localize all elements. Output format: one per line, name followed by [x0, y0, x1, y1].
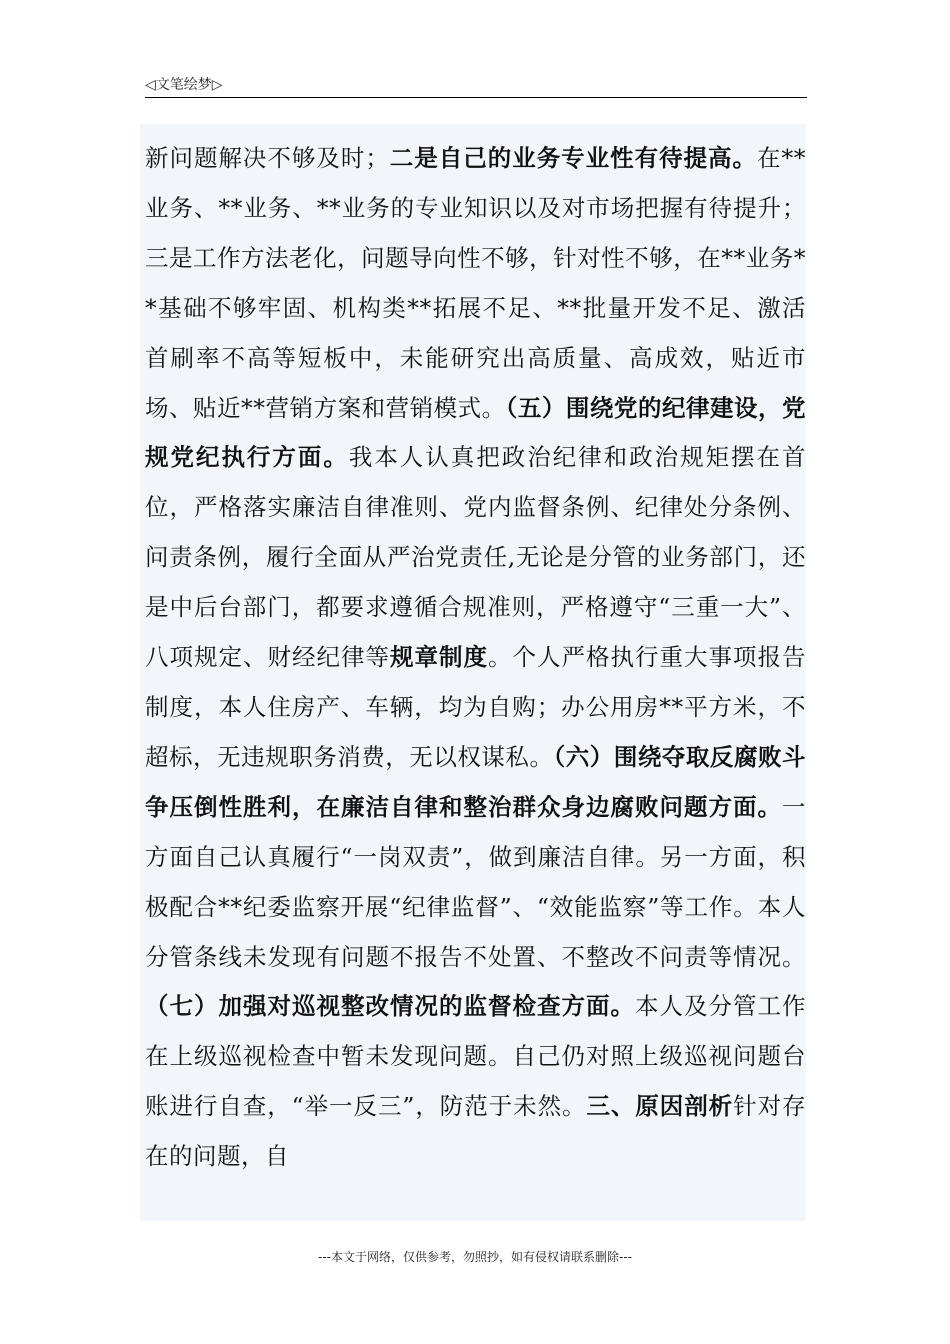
- bold-heading: 二是自己的业务专业性有待提高。: [389, 144, 758, 172]
- disclaimer-footer: ---本文于网络，仅供参考，勿照抄，如有侵权请联系删除---: [318, 1250, 632, 1264]
- text-segment: 我本人认真把政治纪律和政治规矩摆在首位，严格落实廉洁自律准则、党内监督条例、纪律处分条例、问责条例，履行全面从严治党责任,无论是分管的业务部门，还是中后台部门，都要求遵循合规准则，严格遵守“三重一大”、八项规定、财经纪律等: [145, 443, 806, 672]
- text-segment: 本人及分管工作在上级巡视检查中暂未发现问题。自己仍对照上级巡视问题台账进行自查，“举一反三”，防范于未然。: [145, 992, 806, 1121]
- header-divider: [145, 97, 807, 98]
- bold-term: 规章制度: [390, 643, 488, 672]
- text-segment: 针对存在的问题，自: [145, 1092, 806, 1171]
- text-segment: 新问题解决不够及时；: [145, 144, 390, 172]
- bold-heading: （五）围绕党的纪律建设，党规党纪执行方面。: [145, 393, 806, 472]
- document-body: [140, 124, 806, 1221]
- text-segment: 在**业务、**业务、**业务的专业知识以及对市场把握有待提升；三是工作方法老化，问题导向性不够，针对性不够，在**业务**基础不够牢固、机构类**拓展不足、**批量开发不足、激活首刷率不高等短板中，未能研究出高质量、高成效，贴近市场、贴近**营销方案和营销模式。: [145, 144, 806, 422]
- bold-heading: （七）加强对巡视整改情况的监督检查方面。: [145, 992, 635, 1021]
- text-segment: 一方面自己认真履行“一岗双责”，做到廉洁自律。另一方面，积极配合**纪委监察开展“纪律监督”、“效能监察”等工作。本人分管条线未发现有问题不报告不处置、不整改不问责等情况。: [145, 792, 806, 971]
- body-paragraph: [140, 124, 806, 1182]
- bold-heading: （六）围绕夺取反腐败斗争压倒性胜利，在廉洁自律和整治群众身边腐败问题方面。: [145, 742, 806, 821]
- document-header: ◁文笔绘梦▷: [145, 77, 223, 93]
- text-segment: 。个人严格执行重大事项报告制度，本人住房产、车辆，均为自购；办公用房**平方米，不超标，无违规职务消费，无以权谋私。: [145, 643, 806, 771]
- bold-heading: 三、原因剖析: [586, 1092, 734, 1121]
